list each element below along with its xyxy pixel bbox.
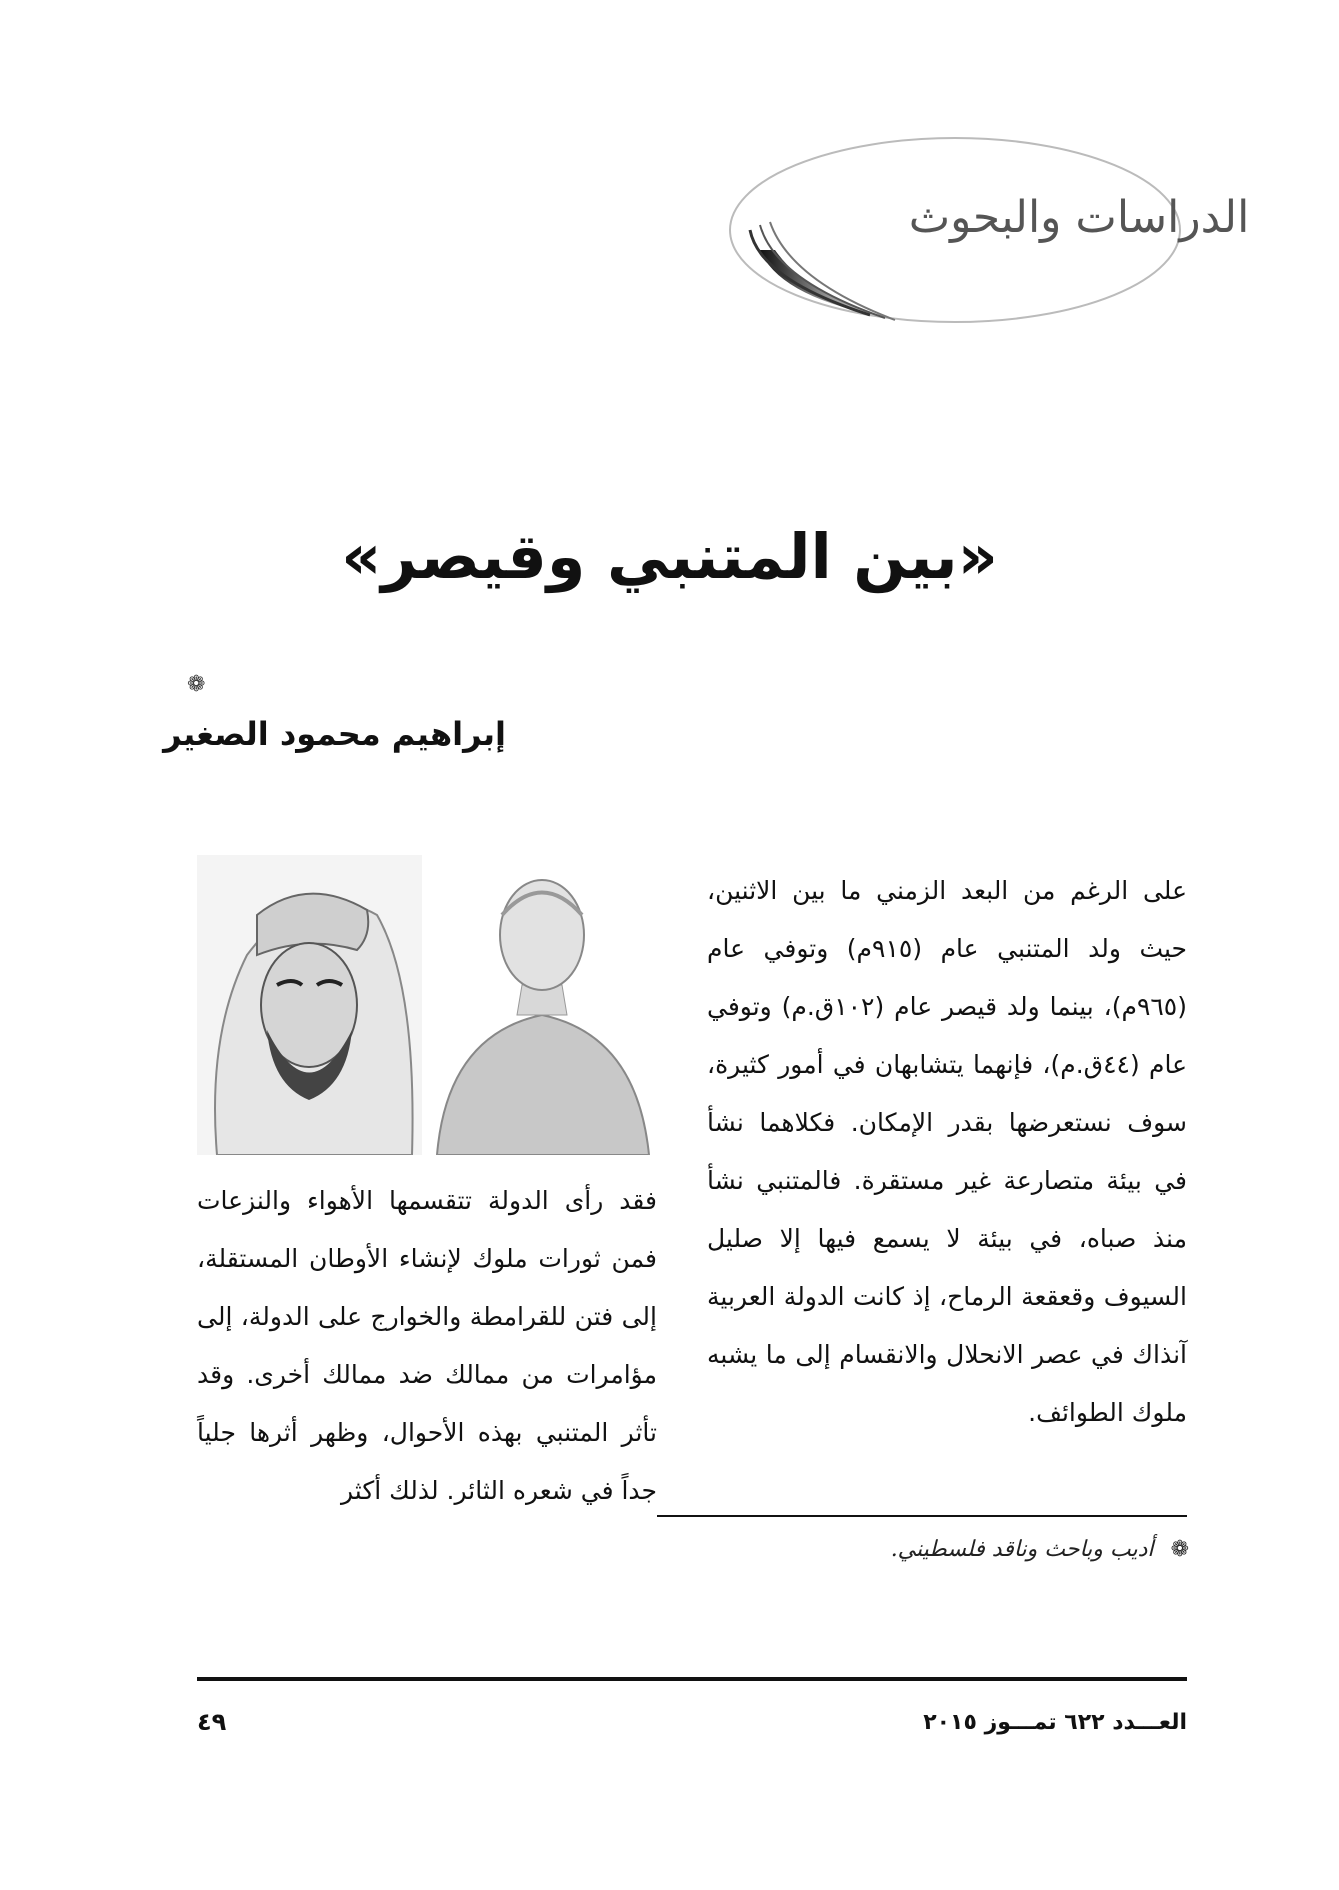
- body-column-left: فقد رأى الدولة تتقسمها الأهواء والنزعات فمن ثورات ملوك لإنشاء الأوطان المستقلة، إلى فتن للقرامطة والخوارج على الدولة، إلى مؤامرات من ممالك ضد ممالك أخرى. وقد تأثر المتنبي بهذه الأحوال، وظهر أثرها جلياً جداً في شعره الثائر. لذلك أكثر: [197, 1186, 657, 1505]
- footnote-mark: ❁: [1170, 1537, 1189, 1562]
- author-name: إبراهيم محمود الصغير: [163, 715, 506, 753]
- author-mark: ❁: [187, 672, 206, 697]
- mutanabbi-portrait-icon: [197, 855, 422, 1155]
- footnote-text: أديب وباحث وناقد فلسطيني.: [890, 1537, 1154, 1562]
- article-title: «بين المتنبي وقيصر»: [341, 520, 998, 593]
- page-number: ٤٩: [197, 1708, 227, 1736]
- issue-info: العـــدد ٦٢٢ تمـــوز ٢٠١٥: [923, 1710, 1187, 1735]
- footer-divider: [197, 1677, 1187, 1681]
- footnote: [891, 1537, 1189, 1562]
- caesar-bust-icon: [427, 855, 657, 1155]
- body-column-right: على الرغم من البعد الزمني ما بين الاثنين، حيث ولد المتنبي عام (٩١٥م) وتوفي عام (٩٦٥م)، بينما ولد قيصر عام (١٠٢ق.م) وتوفي عام (٤٤ق.م)، فإنهما يتشابهان في أمور كثيرة، سوف نستعرضها بقدر الإمكان. فكلاهما نشأ في بيئة متصارعة غير مستقرة. فالمتنبي نشأ منذ صباه، في بيئة لا يسمع فيها إلا صليل السيوف وقعقعة الرماح، إذ كانت الدولة العربية آنذاك في عصر الانحلال والانقسام إلى ما يشبه ملوك الطوائف.: [707, 876, 1187, 1427]
- footnote-divider: [657, 1515, 1187, 1517]
- portraits-image: [197, 855, 657, 1155]
- section-title: الدراسات والبحوث: [908, 192, 1250, 243]
